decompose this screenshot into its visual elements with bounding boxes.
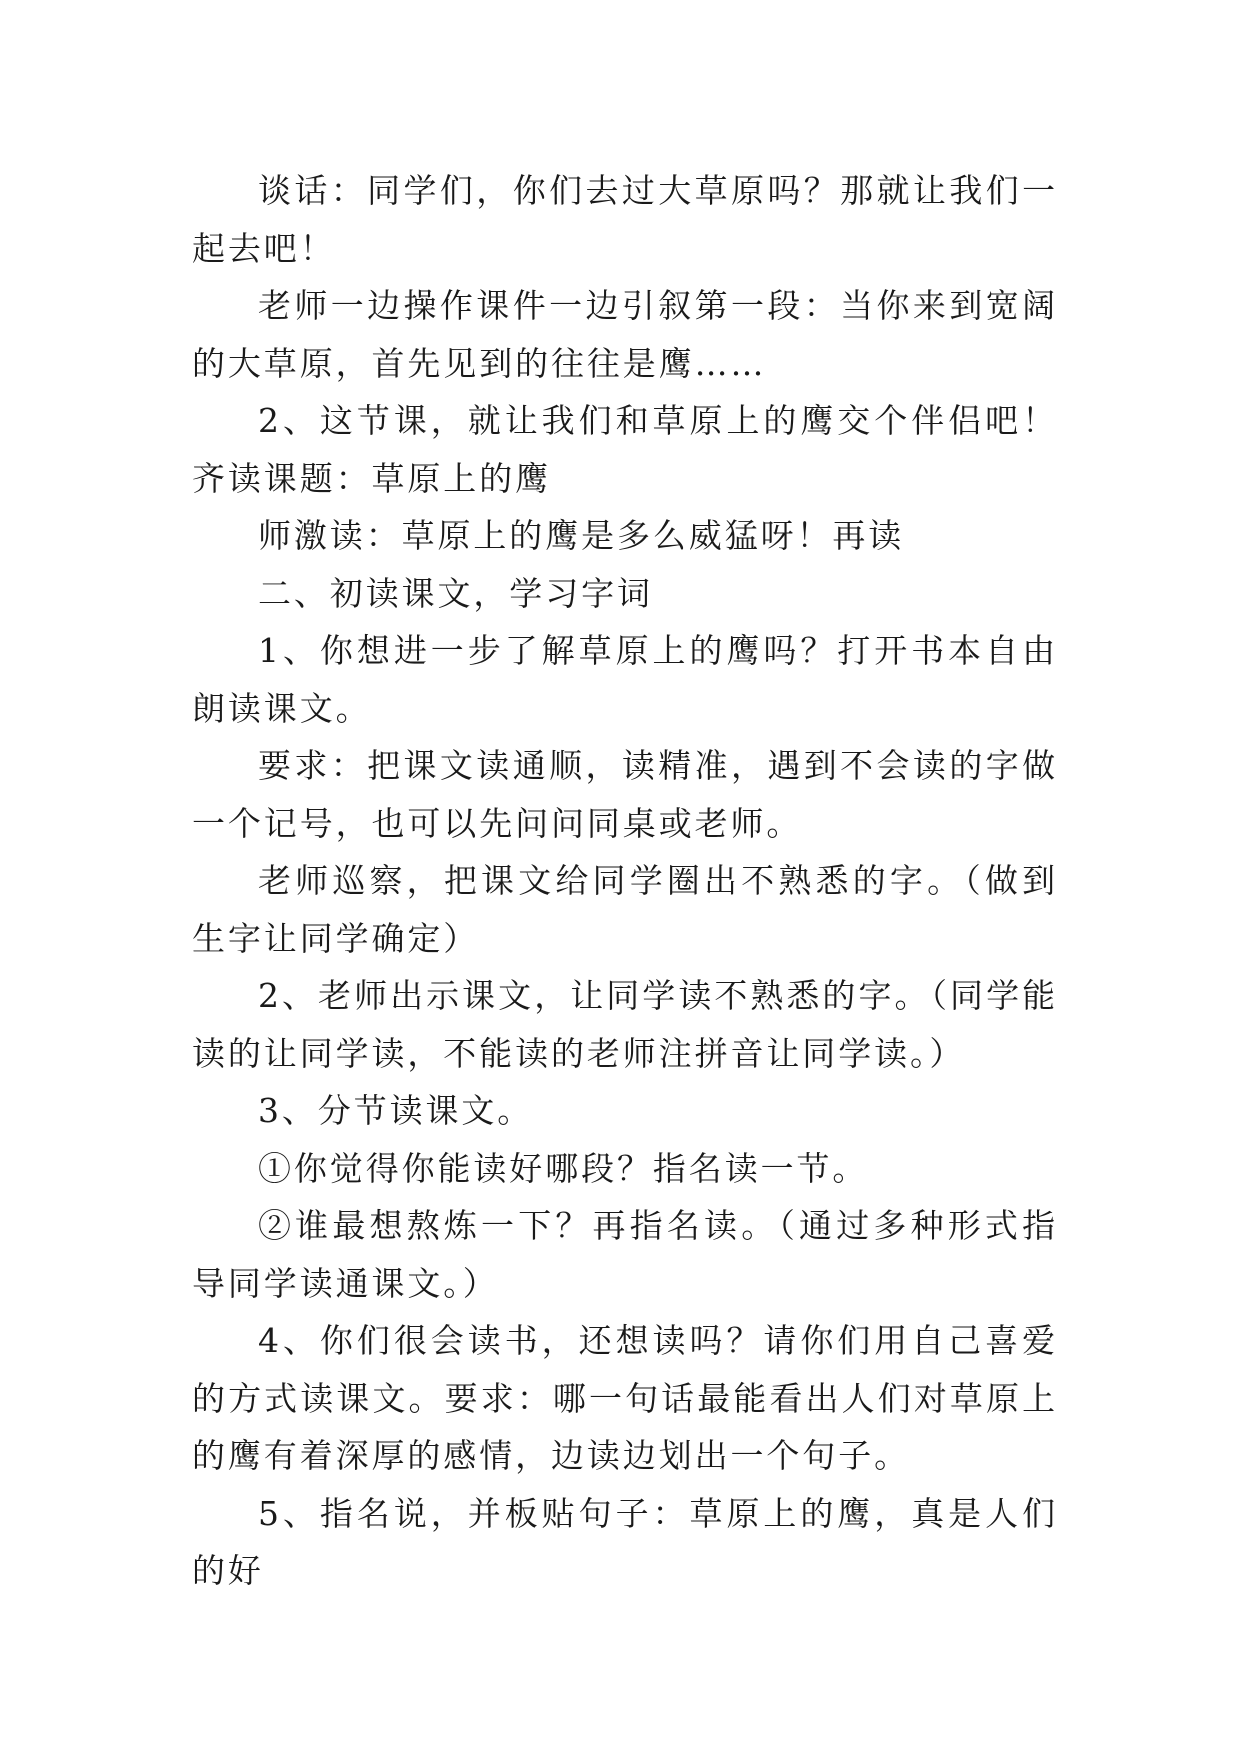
paragraph-step-1: 1、你想进一步了解草原上的鹰吗？打开书本自由朗读课文。 [192,631,1058,728]
paragraph-step-5: 5、指名说，并板贴句子：草原上的鹰，真是人们的好 [192,1493,1058,1590]
paragraph-step-2: 2、老师出示课文，让同学读不熟悉的字。（同学能读的让同学读，不能读的老师注拼音让同学读。） [192,976,1058,1073]
paragraph-requirements: 要求：把课文读通顺，读精准，遇到不会读的字做一个记号，也可以先问问同桌或老师。 [192,746,1058,843]
paragraph-lesson-title: 2、这节课，就让我们和草原上的鹰交个伴侣吧！齐读课题：草原上的鹰 [192,401,1058,498]
paragraph-teacher-patrol: 老师巡察，把课文给同学圈出不熟悉的字。（做到生字让同学确定） [192,861,1058,958]
paragraph-teacher-narration: 老师一边操作课件一边引叙第一段：当你来到宽阔的大草原，首先见到的往往是鹰…… [192,286,1058,383]
document-body [192,162,1058,1600]
section-heading-first-reading: 二、初读课文，学习字词 [258,573,653,613]
paragraph-reread: 师激读：草原上的鹰是多么威猛呀！再读 [258,516,905,555]
paragraph-step-4: 4、你们很会读书，还想读吗？请你们用自己喜爱的方式读课文。要求：哪一句话最能看出人们对草原上的鹰有着深厚的感情，边读边划出一个句子。 [192,1321,1058,1475]
paragraph-item-1: ①你觉得你能读好哪段？指名读一节。 [258,1148,869,1188]
paragraph-step-3: 3、分节读课文。 [258,1091,534,1130]
paragraph-talk-intro: 谈话：同学们，你们去过大草原吗？那就让我们一起去吧！ [192,171,1058,268]
paragraph-item-2: ②谁最想熬炼一下？再指名读。（通过多种形式指导同学读通课文。） [192,1206,1058,1303]
